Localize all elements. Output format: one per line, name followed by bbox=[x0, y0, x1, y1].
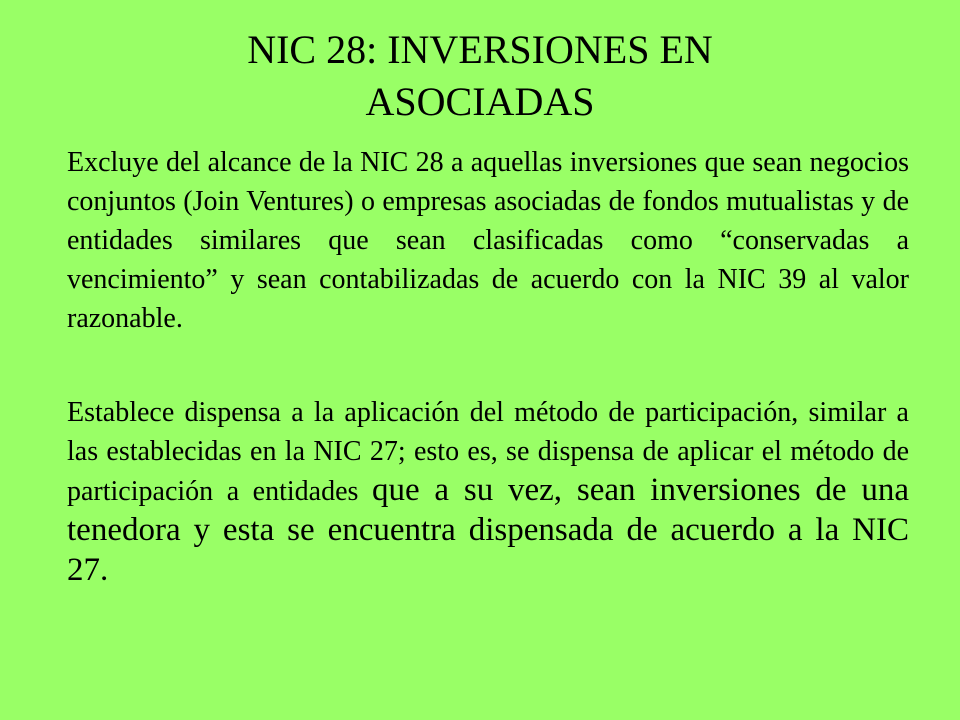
slide-title bbox=[150, 24, 810, 128]
slide-title-line-1: NIC 28: INVERSIONES EN bbox=[247, 27, 713, 72]
paragraph-dispensation-large-text: que a su vez, sean inversiones de una tenedora y esta se encuentra dispensada de acuerdo a la NIC 27. bbox=[67, 472, 909, 588]
paragraph-dispensation-regular-text: Establece dispensa a la aplicación del método de participación, similar a las establecidas en la NIC 27; esto es, se dispensa de aplicar el método de participación a entidades bbox=[67, 397, 909, 507]
paragraph-dispensation bbox=[67, 393, 909, 591]
slide-title-line-2: ASOCIADAS bbox=[365, 79, 595, 124]
paragraph-exclusion: Excluye del alcance de la NIC 28 a aquellas inversiones que sean negocios conjuntos (Join Ventures) o empresas asociadas de fondos mutualistas y de entidades similares que sean clasificadas como “conservadas a vencimiento” y sean contabilizadas de acuerdo con la NIC 39 al valor razonable. bbox=[67, 147, 909, 334]
